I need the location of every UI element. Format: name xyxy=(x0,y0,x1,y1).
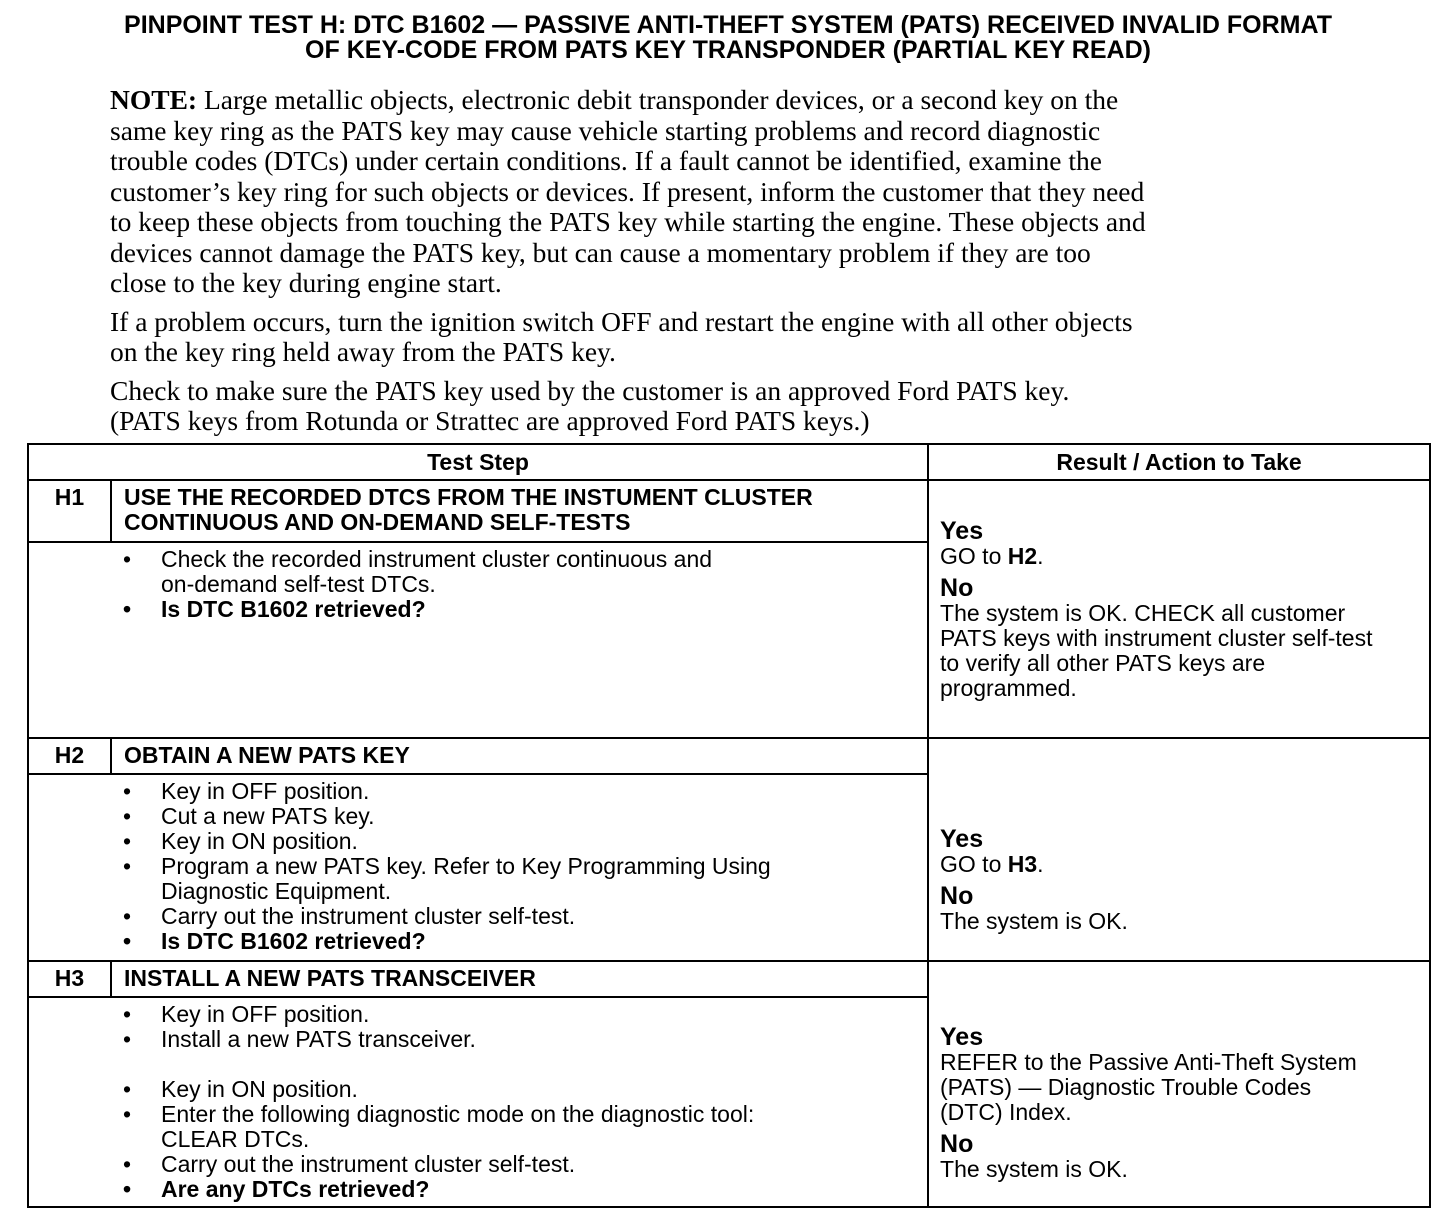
note-line: to keep these objects from touching the PATS key while starting the engine. These objects and xyxy=(110,206,1146,237)
list-item: • Cut a new PATS key. xyxy=(29,804,919,829)
note-label: NOTE: xyxy=(110,84,198,115)
step-h3-result: Yes REFER to the Passive Anti-Theft System (PATS) — Diagnostic Trouble Codes (DTC) Index. No The system is OK. xyxy=(928,961,1430,1207)
step-instructions xyxy=(28,542,928,738)
table-header-row xyxy=(28,444,1430,480)
list-item: • Program a new PATS key. Refer to Key Programming Using Diagnostic Equipment. xyxy=(29,854,919,904)
step-id: H1 xyxy=(28,480,111,542)
note-line: devices cannot damage the PATS key, but can cause a momentary problem if they are too xyxy=(110,236,1091,268)
list-item: • Is DTC B1602 retrieved? xyxy=(29,597,919,622)
approved-key-paragraph: Check to make sure the PATS key used by the customer is an approved Ford PATS key. (PATS keys from Rotunda or Strattec are approved Ford PATS keys.) xyxy=(110,374,1070,436)
step-h3-title-row xyxy=(28,961,1430,997)
header-test-step: Test Step xyxy=(28,444,928,480)
step-reference: H3 xyxy=(1007,850,1038,877)
step-instructions xyxy=(28,997,928,1207)
list-item: • Key in OFF position. xyxy=(29,779,919,804)
title-line-2: OF KEY-CODE FROM PATS KEY TRANSPONDER (PARTIAL KEY READ) xyxy=(305,36,1151,64)
list-item: • Are any DTCs retrieved? xyxy=(29,1177,919,1202)
list-item: • Is DTC B1602 retrieved? xyxy=(29,929,919,954)
list-item: • Check the recorded instrument cluster continuous and on-demand self-test DTCs. xyxy=(29,547,919,597)
note-line: trouble codes (DTCs) under certain conditions. If a fault cannot be identified, examine the xyxy=(110,145,1102,176)
list-item: • Enter the following diagnostic mode on the diagnostic tool: CLEAR DTCs. xyxy=(29,1102,919,1152)
step-instructions xyxy=(28,774,928,961)
yes-label: Yes xyxy=(940,824,984,853)
header-result-action: Result / Action to Take xyxy=(928,444,1430,480)
step-id: H3 xyxy=(28,961,111,997)
step-title: INSTALL A NEW PATS TRANSCEIVER xyxy=(111,961,928,997)
step-h2-title-row xyxy=(28,738,1430,774)
test-step-table xyxy=(27,443,1431,1208)
list-item: • Install a new PATS transceiver. xyxy=(29,1027,919,1052)
step-reference: H2 xyxy=(1007,542,1038,569)
list-item: • Key in ON position. xyxy=(29,829,919,854)
note-line: same key ring as the PATS key may cause vehicle starting problems and record diagnostic xyxy=(110,114,1101,146)
no-label: No xyxy=(940,1130,974,1158)
yes-label: Yes xyxy=(940,1023,984,1051)
list-item: • Key in ON position. xyxy=(29,1077,919,1102)
step-id: H2 xyxy=(28,738,111,774)
note-line: customer’s key ring for such objects or devices. If present, inform the customer that they need xyxy=(110,175,1145,207)
step-title: OBTAIN A NEW PATS KEY xyxy=(111,738,928,774)
no-label: No xyxy=(940,573,974,602)
title-line-1: PINPOINT TEST H: DTC B1602 — PASSIVE ANTI-THEFT SYSTEM (PATS) RECEIVED INVALID FORMAT xyxy=(124,11,1332,39)
step-h2-result: Yes GO to H3. No The system is OK. xyxy=(928,738,1430,961)
note-line: close to the key during engine start. xyxy=(110,267,502,298)
step-h1-result: Yes GO to H2. No The system is OK. CHECK all customer PATS keys with instrument cluster self-test to verify all other PATS keys are programmed. xyxy=(928,480,1430,738)
list-item: • Carry out the instrument cluster self-test. xyxy=(29,904,919,929)
step-h1-title-row xyxy=(28,480,1430,542)
page-title xyxy=(20,13,1436,63)
note-paragraph xyxy=(110,85,1340,299)
yes-label: Yes xyxy=(940,516,984,545)
notes-section xyxy=(110,85,1340,445)
note-line: NOTE: Large metallic objects, electronic debit transponder devices, or a second key on the xyxy=(110,84,1119,115)
step-title: USE THE RECORDED DTCS FROM THE INSTUMENT CLUSTER CONTINUOUS AND ON-DEMAND SELF-TESTS xyxy=(111,480,928,542)
list-item: • Key in OFF position. xyxy=(29,1002,919,1027)
list-item: • Carry out the instrument cluster self-test. xyxy=(29,1152,919,1177)
no-label: No xyxy=(940,881,974,910)
ignition-paragraph: If a problem occurs, turn the ignition switch OFF and restart the engine with all other objects on the key ring held away from the PATS key. xyxy=(110,305,1133,367)
